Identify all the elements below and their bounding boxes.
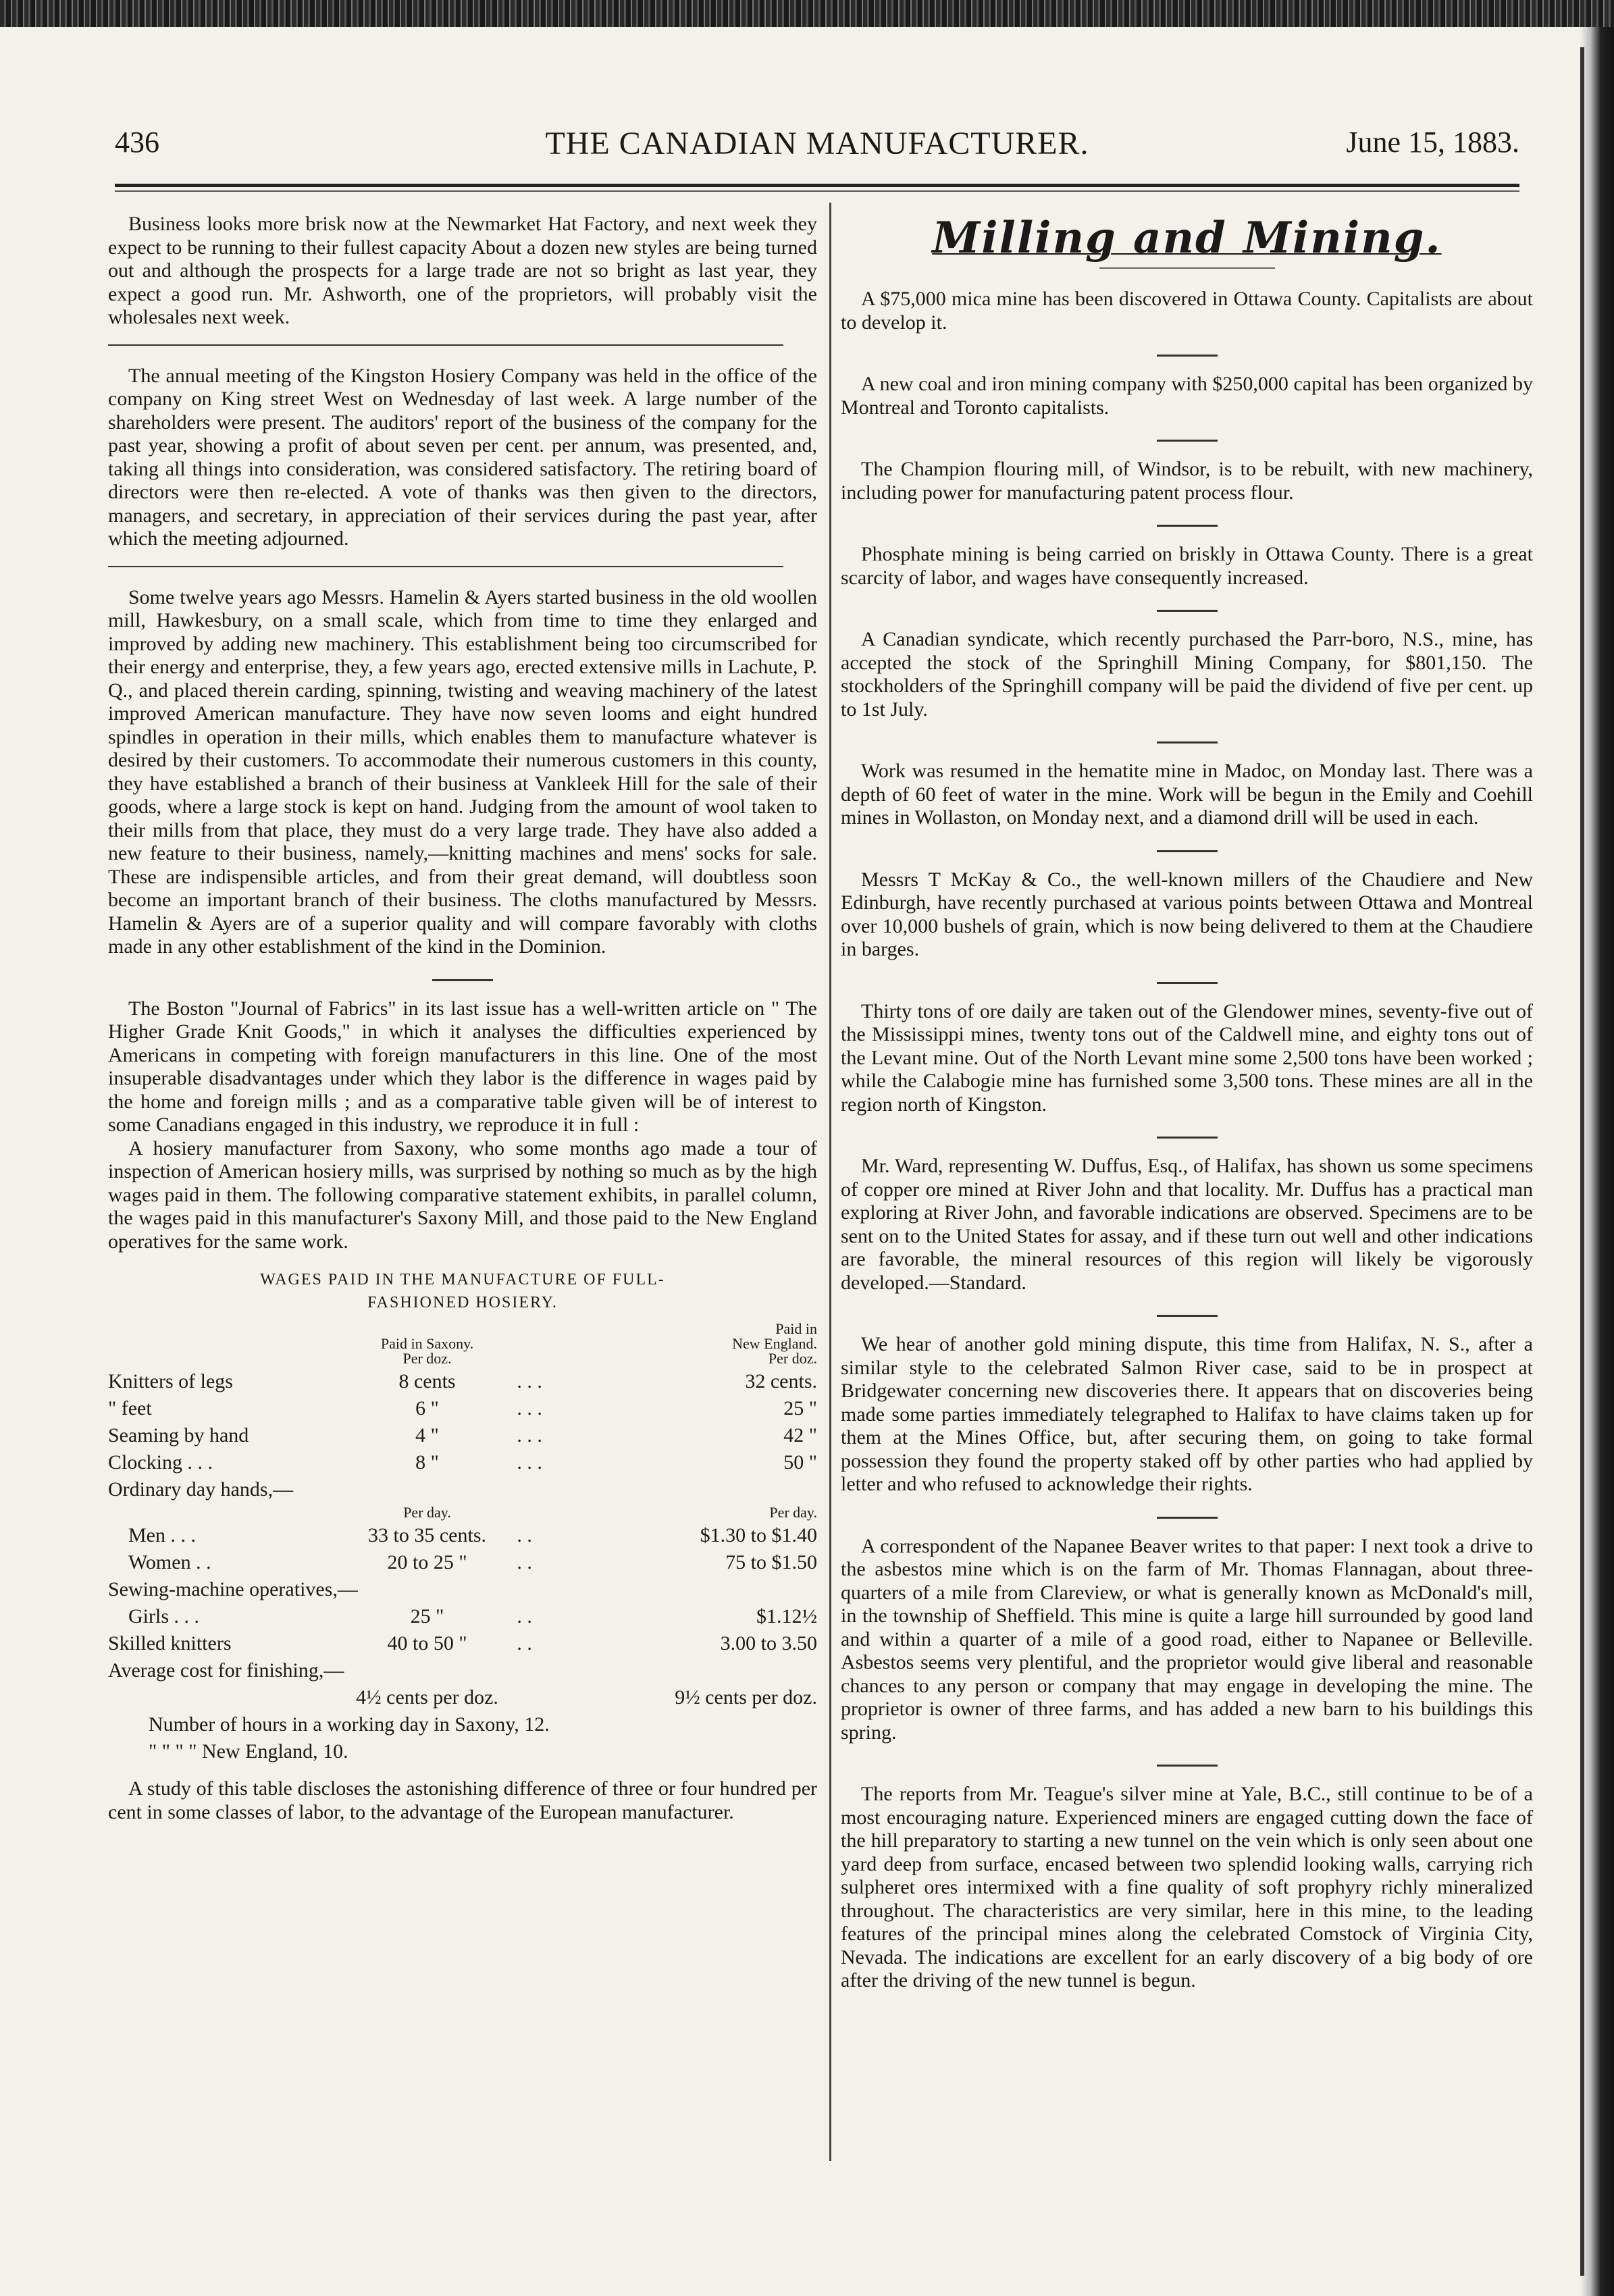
col-head-ne-line3: Per doz.	[768, 1350, 817, 1367]
right-column	[841, 213, 1533, 1993]
row-dots: . . .	[517, 1451, 542, 1473]
masthead-rule	[1099, 267, 1275, 269]
row-saxony: 40 to 50 "	[387, 1632, 467, 1654]
row-new-england: 3.00 to 3.50	[720, 1632, 817, 1654]
article-newmarket-hat: Business looks more brisk now at the Newmarket Hat Factory, and next week they expect to be running to their fullest capacity About a dozen new styles are being turned out and although the prospects for a large trade are not so bright as last year, they expect a good run. Mr. Ashworth, one of the proprietors, will probably visit the wholesales next week.	[108, 213, 817, 328]
article-kingston-hosiery: The annual meeting of the Kingston Hosiery Company was held in the office of the company on King street West on Wednesday of last week. A large number of the shareholders were present. The auditors' report of the business of the company for the past year, showing a profit of about seven per cent. per annum, was presented, and, taking all things into consideration, was considered satisfactory. The retiring board of directors were then re-elected. A vote of thanks was then given to the directors, managers, and secretary, in appreciation of their services during the past year, after which the meeting adjourned.	[108, 364, 817, 550]
item-separator	[1157, 982, 1218, 984]
section-row	[108, 1476, 817, 1503]
per-day-saxony: Per day.	[403, 1504, 451, 1521]
scan-right-rule	[1580, 47, 1584, 2276]
item-separator	[1157, 610, 1218, 612]
wages-table	[108, 1320, 817, 1765]
item-copper-ore: Mr. Ward, representing W. Duffus, Esq., of Halifax, has shown us some specimens of copper ore mined at River John and that locality. Mr. Duffus has a practical man exploring at River John, and favorable indications are observed. Specimens are to be sent on to the United States for assay, and if these turn out well and other indications are favorable, the mineral resources of this region will likely be vigorously developed.—Standard.	[841, 1155, 1533, 1294]
hours-row	[108, 1711, 817, 1738]
row-label: Women . .	[128, 1551, 211, 1573]
table-row	[108, 1630, 817, 1657]
per-day-new-england: Per day.	[769, 1504, 817, 1521]
row-label: Skilled knitters	[108, 1632, 232, 1654]
per-day-row	[108, 1503, 817, 1522]
row-saxony: 6 "	[415, 1397, 439, 1419]
scan-right-edge	[1580, 27, 1614, 2296]
item-separator	[1157, 850, 1218, 852]
row-saxony: 4 "	[415, 1424, 439, 1446]
section-row	[108, 1657, 817, 1684]
section-masthead: Milling and Mining.	[932, 213, 1442, 263]
table-row	[108, 1395, 817, 1422]
row-dots: . . .	[517, 1370, 542, 1392]
section-row	[108, 1576, 817, 1603]
average-finishing-label: Average cost for finishing,—	[108, 1659, 344, 1681]
row-dots: . .	[517, 1551, 532, 1573]
issue-date: June 15, 1883.	[1346, 126, 1519, 159]
row-dots: . .	[517, 1605, 532, 1627]
item-asbestos: A correspondent of the Napanee Beaver writes to that paper: I next took a drive to the asbestos mine which is on the farm of Mr. Thomas Flannagan, about three-quarters of a mile from Clareview, or what is generally known as McDonald's mill, in the township of Sheffield. This mine is quite a large hill surrounded by good land and within a quarter of a mile of a good road, either to Napanee or Belleville. Asbestos seems very plentiful, and the proprietor would give liberal and reasonable chances to any person or company that may engage in developing the mine. The proprietor is owner of three farms, and has added a new barn to his buildings this spring.	[841, 1534, 1533, 1744]
col-head-saxony	[338, 1320, 517, 1368]
table-row	[108, 1549, 817, 1576]
col-head-ne-line1: Paid in	[775, 1320, 817, 1337]
row-label: Clocking . . .	[108, 1451, 213, 1473]
row-new-england: 32 cents.	[745, 1370, 817, 1392]
avg-saxony: 4½ cents per doz.	[356, 1686, 498, 1708]
item-separator	[1157, 440, 1218, 442]
wages-table-title	[108, 1268, 817, 1314]
avg-new-england: 9½ cents per doz.	[675, 1686, 817, 1708]
item-separator	[1157, 1137, 1218, 1139]
publication-title: THE CANADIAN MANUFACTURER.	[545, 126, 1089, 161]
item-ore-tons: Thirty tons of ore daily are taken out of the Glendower mines, seventy-five out of the Mississippi mines, twenty tons out of the Caldwell mine, and eighty tons out of the Levant mine. Out of the North Levant mine some 2,500 tons have been worked ; while the Calabogie mine has furnished some 3,500 tons. These mines are all in the region north of Kingston.	[841, 999, 1533, 1116]
left-column	[108, 213, 817, 1824]
col-head-ne-line2: New England.	[732, 1335, 817, 1352]
column-divider	[829, 203, 831, 2161]
table-row	[108, 1368, 817, 1395]
row-label: Men . . .	[128, 1524, 196, 1546]
col-head-new-england	[613, 1320, 817, 1368]
row-saxony: 8 "	[415, 1451, 439, 1473]
item-separator	[1157, 1517, 1218, 1519]
wages-header-row	[108, 1320, 817, 1368]
article-journal-of-fabrics: The Boston "Journal of Fabrics" in its last issue has a well-written article on " The Higher Grade Knit Goods," in which it analyses the difficulties experienced by Americans in competing with foreign manufacturers in this line. One of the most insuperable disadvantages under which they labor is the difference in wages paid by the home and foreign mills ; and as a comparative table given will be of interest to some Canadians engaged in this industry, we reproduce it in full :	[108, 997, 817, 1136]
row-new-england: 42 "	[783, 1424, 817, 1446]
item-separator	[1157, 1315, 1218, 1317]
row-new-england: 50 "	[783, 1451, 817, 1473]
header-rule	[115, 184, 1519, 187]
item-silver-mine: The reports from Mr. Teague's silver mine at Yale, B.C., still continue to be of a most encouraging nature. Experienced miners are engaged cutting down the face of the hill preparatory to starting a new tunnel on the vein which is only seen about one yard deep from surface, encased between two splendid looking walls, carrying rich sulpheret ores intermixed with a fine quality of soft prophyry richly mineralized throughout. The characteristics are very similar, here in this mine, to the leading features of the principal mines along the celebrated Comstock of Virginia City, Nevada. The indications are excellent for an early discovery of a big body of ore after the driving of the new tunnel is begun.	[841, 1783, 1533, 1991]
hours-row	[108, 1738, 817, 1765]
row-saxony: 25 "	[410, 1605, 444, 1627]
row-dots: . .	[517, 1524, 532, 1546]
item-coal-iron: A new coal and iron mining company with $250,000 capital has been organized by Montreal and Toronto capitalists.	[841, 373, 1533, 419]
row-label: Girls . . .	[128, 1605, 199, 1627]
page-header	[115, 125, 1519, 172]
sewing-operatives-label: Sewing-machine operatives,—	[108, 1578, 358, 1600]
article-saxony-manufacturer: A hosiery manufacturer from Saxony, who some months ago made a tour of inspection of American hosiery mills, was surprised by nothing so much as by the high wages paid in them. The following comparative statement exhibits, in parallel column, the wages paid in this manufacturer's Saxony Mill, and those paid to the New England operatives for the same work.	[108, 1137, 817, 1253]
header-rule-thin	[115, 190, 1519, 192]
row-saxony: 33 to 35 cents.	[368, 1524, 487, 1546]
table-row	[108, 1522, 817, 1549]
row-new-england: 25 "	[783, 1397, 817, 1419]
table-row	[108, 1603, 817, 1630]
hours-saxony: Number of hours in a working day in Saxony, 12.	[149, 1713, 550, 1736]
col-head-saxony-line2: Per doz.	[402, 1350, 452, 1367]
row-dots: . .	[517, 1632, 532, 1654]
row-new-england: $1.30 to $1.40	[700, 1524, 817, 1546]
row-new-england: $1.12½	[756, 1605, 817, 1627]
scan-top-edge	[0, 0, 1614, 27]
row-label: " feet	[108, 1397, 152, 1419]
page-number: 436	[115, 126, 159, 159]
row-label: Knitters of legs	[108, 1370, 233, 1392]
table-row	[108, 1422, 817, 1449]
item-separator	[1157, 355, 1218, 357]
item-champion-mill: The Champion flouring mill, of Windsor, is to be rebuilt, with new machinery, including power for manufacturing patent process flour.	[841, 458, 1533, 504]
wages-table-title-line2: FASHIONED HOSIERY.	[367, 1294, 558, 1311]
ordinary-day-hands-label: Ordinary day hands,—	[108, 1478, 294, 1501]
row-label: Seaming by hand	[108, 1424, 249, 1446]
article-hamelin-ayers: Some twelve years ago Messrs. Hamelin & Ayers started business in the old woollen mill, Hawkesbury, on a small scale, which from time to time they enlarged and improved by adding new machinery. This establishment being too circumscribed for their energy and enterprise, they, a few years ago, erected extensive mills in Lachute, P. Q., and placed therein carding, spinning, twisting and weaving machinery of the latest improved American manufacture. They have now seven looms and eight hundred spindles in operation in their mills, which enables them to manufacture whatever is desired by their customers. To accommodate their numerous customers in this county, they have established a branch of their business at Vankleek Hill for the sale of their goods, where a large stock is kept on hand. Judging from the amount of wool taken to their mills from that place, they must do a very large trade. They have also added a new feature to their business, namely,—knitting machines and mens' socks for sale. These are indispensible articles, and from their great demand, will doubtless soon become an important branch of their business. The cloths manufactured by Messrs. Hamelin & Ayers are of a superior quality and will compare favorably with cloths made in any other establishment of the kind in the Dominion.	[108, 585, 817, 958]
table-row	[108, 1684, 817, 1711]
row-saxony: 8 cents	[398, 1370, 456, 1392]
hours-new-england: " " " " New England, 10.	[149, 1740, 348, 1763]
item-mckay: Messrs T McKay & Co., the well-known millers of the Chaudiere and New Edinburgh, have recently purchased at various points between Ottawa and Montreal over 10,000 bushels of grain, which is now being delivered to them at the Chaudiere in barges.	[841, 868, 1533, 960]
item-separator	[1157, 525, 1218, 527]
row-dots: . . .	[517, 1424, 542, 1446]
item-gold-dispute: We hear of another gold mining dispute, this time from Halifax, N. S., after a similar style to the celebrated Salmon River case, said to be in prospect at Bridgewater concerning new discoveries there. It appears that on discoveries being made some parties immediately telegraphed to Halifax to have claims taken up for them at the Mines Office, but, after securing them, on going to take formal possession they found the property staked off by other parties who had applied by letter and who refused to acknowledge their rights.	[841, 1333, 1533, 1495]
row-dots: . . .	[517, 1397, 542, 1419]
table-row	[108, 1449, 817, 1476]
article-separator	[108, 344, 783, 346]
item-separator	[1157, 741, 1218, 743]
article-separator	[432, 979, 493, 981]
row-saxony: 20 to 25 "	[387, 1551, 467, 1573]
item-mica-mine: A $75,000 mica mine has been discovered in Ottawa County. Capitalists are about to develop it.	[841, 288, 1533, 334]
item-separator	[1157, 1765, 1218, 1767]
col-head-saxony-line1: Paid in Saxony.	[380, 1335, 474, 1352]
item-syndicate: A Canadian syndicate, which recently purchased the Parr-boro, N.S., mine, has accepted the stock of the Springhill Mining Company, for $801,150. The stockholders of the Springhill company will be paid the dividend of five per cent. up to 1st July.	[841, 628, 1533, 721]
article-separator	[108, 566, 783, 567]
article-table-study: A study of this table discloses the astonishing difference of three or four hundred per cent in some classes of labor, to the advantage of the European manufacturer.	[108, 1777, 817, 1823]
item-hematite: Work was resumed in the hematite mine in Madoc, on Monday last. There was a depth of 60 feet of water in the mine. Work will be begun in the Emily and Coehill mines in Wollaston, on Monday next, and a diamond drill will be used in each.	[841, 760, 1533, 829]
wages-table-title-line1: WAGES PAID IN THE MANUFACTURE OF FULL-	[260, 1271, 665, 1288]
row-new-england: 75 to $1.50	[725, 1551, 817, 1573]
item-phosphate: Phosphate mining is being carried on briskly in Ottawa County. There is a great scarcity of labor, and wages have consequently increased.	[841, 543, 1533, 589]
